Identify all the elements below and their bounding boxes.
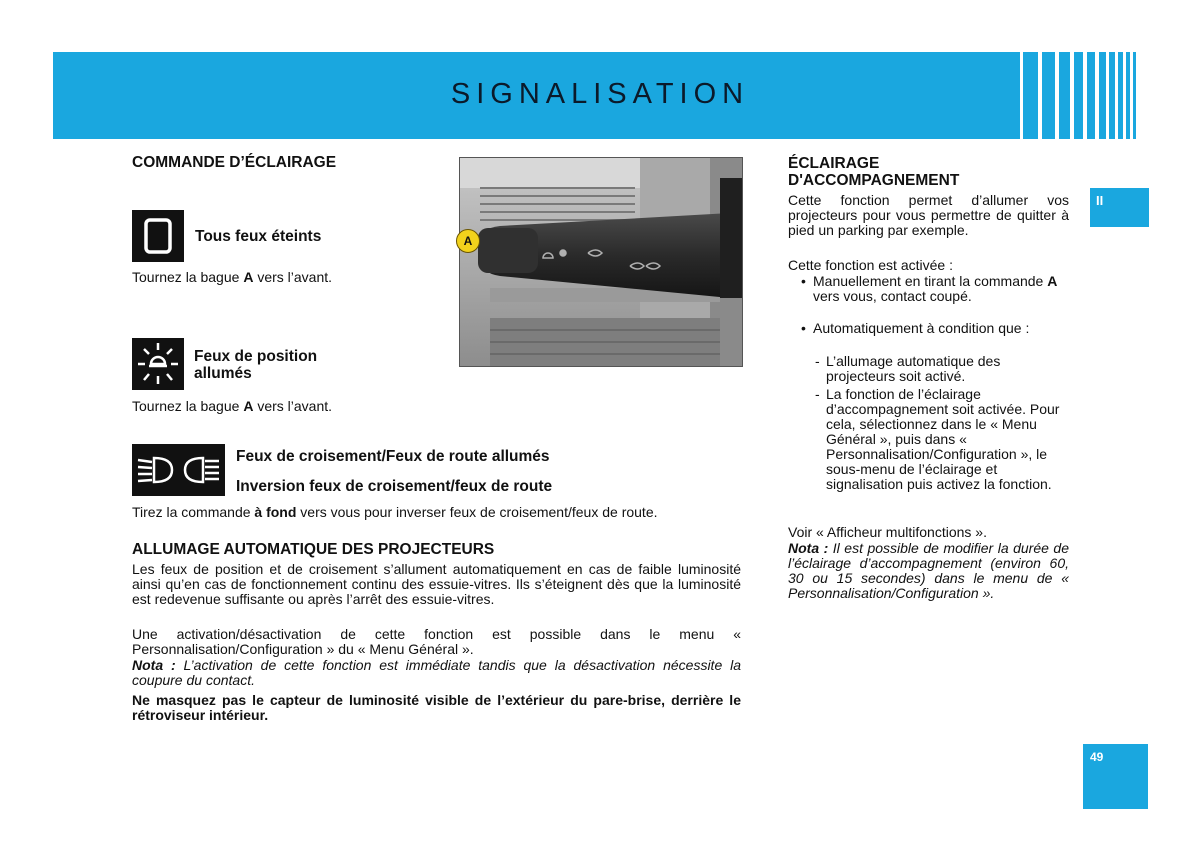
header-stripes: [1023, 52, 1143, 139]
follow-me-intro: Cette fonction permet d’allumer vos projecteurs pour vous permettre de quitter à pied un parking par exemple.: [788, 192, 1069, 238]
page-number-tab: [1083, 744, 1148, 809]
see-multifunction-display: Voir « Afficheur multifonctions ».: [788, 524, 987, 540]
headlights-icon: [132, 444, 225, 496]
page-title: SIGNALISATION: [450, 78, 750, 110]
chapter-label: II: [1096, 193, 1104, 208]
dash-auto-lighting: - L’allumage automatique des projecteurs soit activé.: [815, 353, 1001, 384]
follow-me-activation: Cette fonction est activée :: [788, 257, 953, 273]
marker-a: A: [456, 229, 480, 253]
dash-follow-me-setting: - La fonction de l’éclairage d’accompagnement soit activée. Pour cela, sélectionnez dans le « Menu Général », puis dans « Personnalisation/Configuration », le sous-menu de l’éclairage et signalisation puis activez la fonction.: [815, 386, 1060, 492]
auto-headlights-note: Nota : L’activation de cette fonction est immédiate tandis que la désactivation nécessite la coupure du contact.: [132, 657, 741, 688]
item-beam-switch-label: Inversion feux de croisement/feux de route: [236, 478, 553, 495]
sensor-warning: Ne masquez pas le capteur de luminosité visible de l’extérieur du pare-brise, derrière le rétroviseur intérieur.: [132, 692, 741, 723]
lighting-stalk-photo: [459, 157, 743, 367]
follow-me-note: Nota : Il est possible de modifier la durée de l’éclairage d’accompagnement (environ 60, 30 ou 15 secondes) dans le menu de « Personnalisation/Configuration ».: [788, 540, 1069, 601]
chapter-tab: [1090, 188, 1149, 227]
lights-off-icon: [132, 210, 184, 262]
bullet-manual: • Manuellement en tirant la commande A vers vous, contact coupé.: [801, 273, 1058, 304]
item-headlights-label: Feux de croisement/Feux de route allumés: [236, 448, 550, 465]
section-title-lighting-control: COMMANDE D’ÉCLAIRAGE: [132, 154, 337, 171]
section-title-follow-me-lighting: ÉCLAIRAGE D'ACCOMPAGNEMENT: [788, 155, 960, 189]
item-position-lights-text: Tournez la bague A vers l’avant.: [132, 398, 333, 414]
item-lights-off-text: Tournez la bague A vers l’avant.: [132, 269, 333, 285]
item-lights-off-label: Tous feux éteints: [195, 228, 322, 245]
auto-headlights-config-paragraph: Une activation/désactivation de cette fonction est possible dans le menu « Personnalisation/Configuration » du « Menu Général ».: [132, 626, 741, 657]
section-title-auto-headlights: ALLUMAGE AUTOMATIQUE DES PROJECTEURS: [132, 541, 495, 558]
item-headlights-text: Tirez la commande à fond vers vous pour inverser feux de croisement/feux de route.: [132, 504, 658, 520]
auto-headlights-paragraph: Les feux de position et de croisement s’allument automatiquement en cas de faible luminosité ainsi qu’en cas de fonctionnement continu des essuie-vitres. Ils s’éteignent dès que la luminosité est redevenue suffisante ou après l’arrêt des essuie-vitres.: [132, 561, 741, 607]
bullet-automatic: • Automatiquement à condition que :: [801, 320, 1030, 336]
position-lights-icon: [132, 338, 184, 390]
item-position-lights-label: Feux de position allumés: [194, 348, 318, 382]
page-number: 49: [1090, 750, 1104, 764]
